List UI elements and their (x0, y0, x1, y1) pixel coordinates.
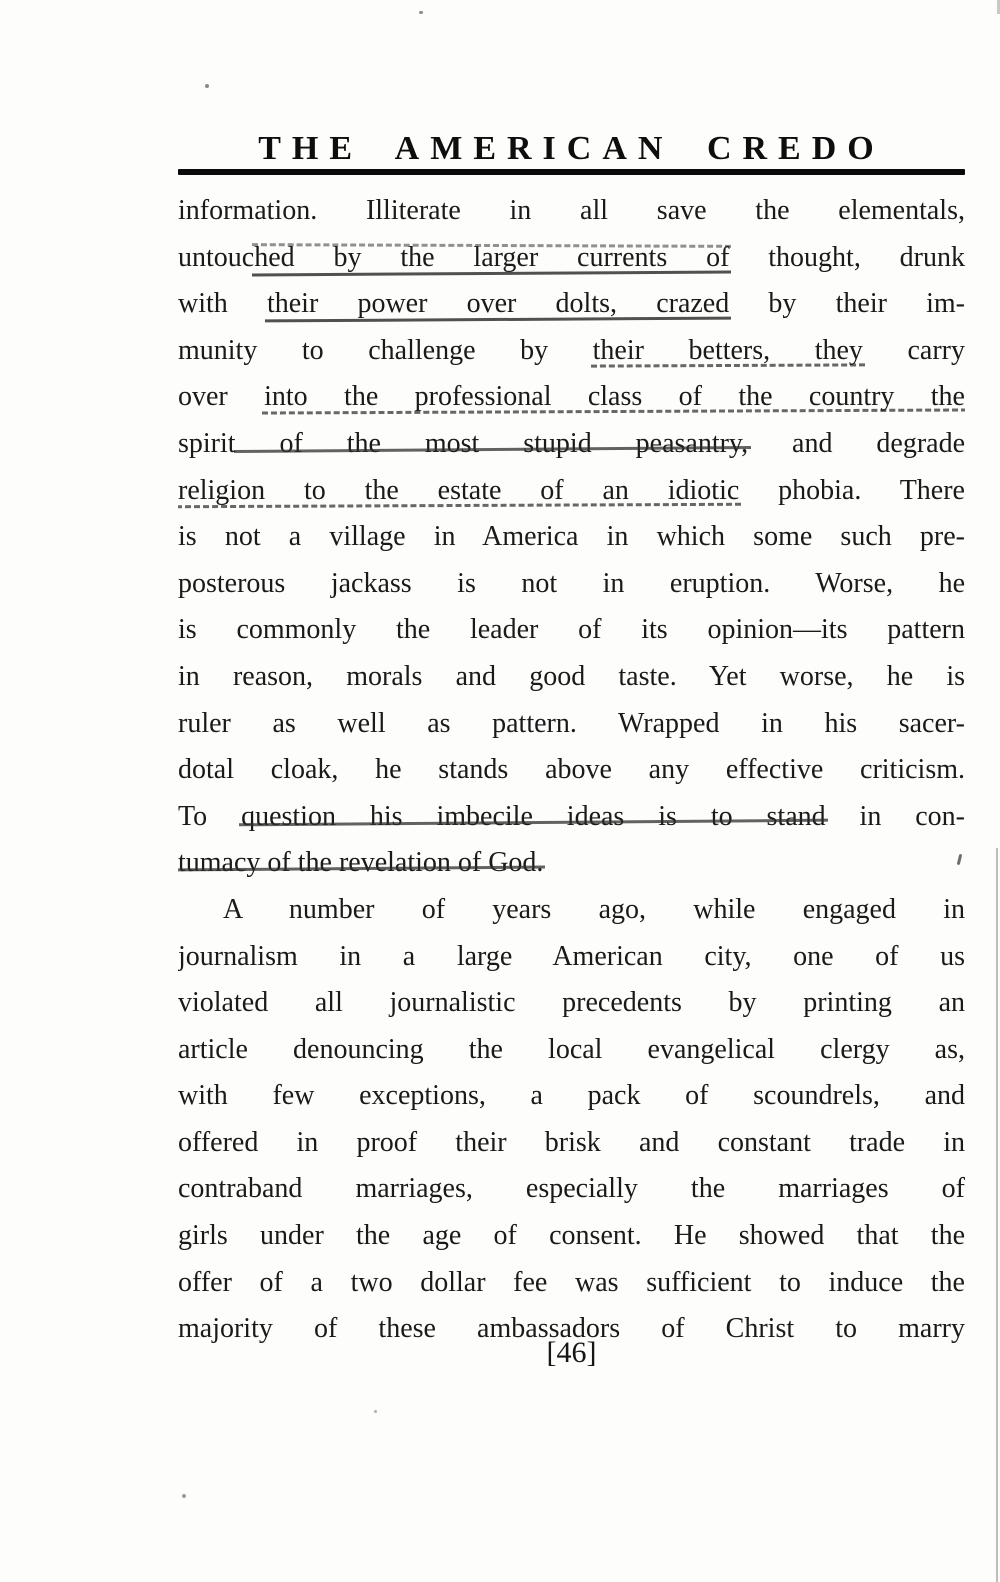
pencil-mark: hed by the larger currents of (254, 241, 730, 273)
page-body (178, 188, 965, 1353)
text-line (178, 1073, 965, 1120)
scan-edge-artifact (996, 848, 998, 1582)
text-segment: spirit (178, 427, 236, 459)
scan-speck (182, 1494, 186, 1498)
text-segment: munity to challenge by (178, 334, 593, 366)
text-segment: offer of a two dollar fee was sufficient to induce the (178, 1266, 965, 1298)
scan-speck (205, 84, 209, 88)
text-segment: phobia. There (739, 474, 965, 506)
text-segment: A number of years ago, while engaged in (223, 893, 965, 925)
text-segment: in reason, morals and good taste. Yet worse, he is (178, 660, 965, 692)
text-segment: and degrade (748, 427, 965, 459)
text-line (178, 188, 965, 235)
text-line (178, 561, 965, 608)
text-segment: in con- (825, 800, 965, 832)
pencil-mark: religion to the estate of an idiotic (178, 474, 740, 506)
text-line (178, 468, 965, 515)
text-line (178, 747, 965, 794)
text-line (178, 328, 965, 375)
page-number: [46] (546, 1336, 597, 1369)
header-rule (178, 169, 965, 175)
text-line (178, 794, 965, 841)
text-line (178, 701, 965, 748)
text-line (178, 1166, 965, 1213)
text-line (178, 374, 965, 421)
text-segment: over (178, 381, 265, 413)
text-line (178, 654, 965, 701)
text-segment: carry (862, 334, 965, 366)
pencil-mark: into the professional class of the country the (264, 381, 965, 413)
text-line (178, 235, 965, 282)
text-line (178, 607, 965, 654)
text-segment: by their im- (729, 288, 965, 320)
running-head-title: THE AMERICAN CREDO (258, 130, 885, 167)
text-segment: journalism in a large American city, one of us (178, 940, 965, 972)
text-segment: article denouncing the local evangelical clergy as, (178, 1033, 965, 1065)
text-line (178, 934, 965, 981)
text-segment: offered in proof their brisk and constant trade in (178, 1126, 965, 1158)
scan-speck (419, 11, 423, 14)
text-segment: with (178, 288, 267, 320)
text-segment: posterous jackass is not in eruption. Worse, he (178, 567, 965, 599)
text-segment: thought, drunk (729, 241, 965, 273)
text-line (178, 1260, 965, 1307)
text-segment: is not a village in America in which some such pre- (178, 521, 965, 553)
pencil-mark: their betters, they (592, 334, 863, 366)
text-segment: untouc (178, 241, 255, 273)
text-segment: girls under the age of consent. He showed that the (178, 1220, 965, 1252)
text-line (178, 1213, 965, 1260)
pencil-mark: of the most stupid peasantry, (235, 427, 749, 459)
text-line (178, 1120, 965, 1167)
pencil-mark: tumacy of the revelation of God. (178, 847, 544, 879)
text-line (178, 887, 965, 934)
text-segment: information. Illiterate in all save the elementals, (178, 195, 965, 226)
text-segment: ruler as well as pattern. Wrapped in his sacer- (178, 707, 965, 739)
text-segment: dotal cloak, he stands above any effective criticism. (178, 754, 965, 786)
text-segment: with few exceptions, a pack of scoundrels, and (178, 1080, 965, 1112)
text-line (178, 980, 965, 1027)
scan-speck (374, 1410, 377, 1413)
pencil-mark: question his imbecile ideas is to stand (241, 800, 826, 832)
text-segment: is commonly the leader of its opinion—its pattern (178, 614, 965, 646)
text-segment: contraband marriages, especially the marriages of (178, 1173, 965, 1205)
text-line (178, 514, 965, 561)
pencil-mark: their power over dolts, crazed (266, 288, 730, 320)
text-segment: violated all journalistic precedents by printing an (178, 987, 965, 1019)
text-line (178, 1027, 965, 1074)
text-line (178, 281, 965, 328)
text-segment: To (178, 800, 242, 832)
text-segment: majority of these ambassadors of Christ to marry (178, 1313, 965, 1345)
text-line (178, 421, 965, 468)
text-line (178, 840, 965, 887)
